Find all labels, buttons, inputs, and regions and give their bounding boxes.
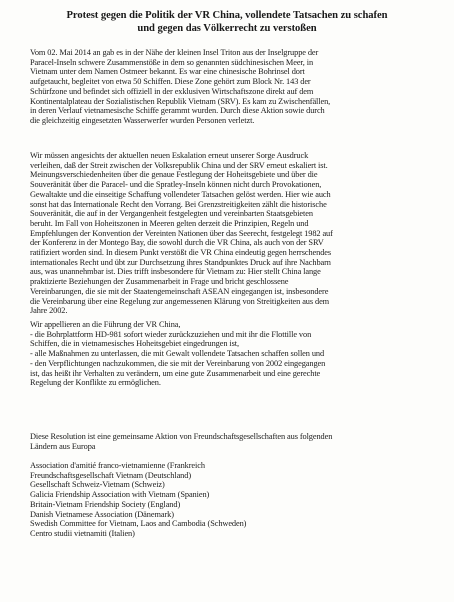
text-line: Diese Resolution ist eine gemeinsame Aktion von Freundschaftsgesellschaften aus folgenden	[30, 432, 333, 441]
text-line: Vom 02. Mai 2014 an gab es in der Nähe der kleinen Insel Triton aus der Inselgruppe der	[30, 48, 319, 57]
organization-item: Galicia Friendship Association with Vietnam (Spanien)	[30, 490, 210, 500]
text-line: in deren Verlauf vietnamesische Schiffe gerammt wurden. Durch diese Aktion sowie durch	[30, 106, 325, 116]
paragraph-concern	[30, 151, 430, 316]
text-line: Empfehlungen der Konvention der Vereinten Nationen über das Seerecht, festgelegt 1982 auf	[30, 228, 333, 238]
text-line: internationales Recht und übt zur Durchsetzung ihres Standpunktes Druck auf ihre Nachbarn	[30, 257, 331, 267]
paragraph-incident	[30, 48, 430, 126]
organization-item: Britain-Vietnam Friendship Society (England)	[30, 499, 181, 509]
text-line: verleihen, daß der Streit zwischen der Volksrepublik China und der SRV erneut eskaliert ist.	[30, 160, 328, 170]
document-title	[20, 10, 434, 35]
text-line: - den Verpflichtungen nachzukommen, die sie mit der Vereinbarung von 2002 eingegangen	[30, 358, 326, 368]
paragraph-resolution	[30, 432, 430, 451]
text-line: aufgetaucht, begleitet von etwa 50 Schiffen. Diese Zone gehört zum Block Nr. 143 der	[30, 77, 311, 87]
text-line: aus, was unannehmbar ist. Dies trifft insbesondere für Vietnam zu: Hier stellt China lange	[30, 267, 321, 277]
text-line: die gleichzeitig eingesetzten Wasserwerfer wurden Personen verletzt.	[30, 115, 255, 125]
text-line: Schiffen, die in vietnamesisches Hoheitsgebiet eingedrungen ist,	[30, 339, 239, 349]
text-line: die Vereinbarung über eine Regelung zur angemessenen Klärung von Streitigkeiten aus dem	[30, 296, 330, 306]
text-line: Wir müssen angesichts der aktuellen neuen Eskalation erneut unserer Sorge Ausdruck	[30, 151, 309, 160]
text-line: sonst hat das Internationale Recht den Vorrang. Bei Grenzstreitigkeiten zählt die historische	[30, 199, 327, 209]
text-line: Paracel-Inseln schwere Zusammenstöße in dem so genannten südchinesischen Meer, in	[30, 57, 314, 67]
organization-list	[30, 461, 430, 539]
text-line: Wir appellieren an die Führung der VR China,	[30, 320, 181, 329]
text-line: ratifiziert worden sind. In diesem Punkt verstößt die VR China eindeutig gegen herrschendes	[30, 248, 332, 258]
text-line: beruht. Im Fall von Hoheitszonen in Meeren gelten derzeit die Prinzipien, Regeln und	[30, 218, 309, 228]
text-line: Gewaltakte und die einseitige Schaffung vollendeter Tatsachen gelöst werden. Hier wie auch	[30, 189, 331, 199]
text-line: Vietnam unter dem Namen Ostmeer bekannt. Es war eine chinesische Bohrinsel dort	[30, 67, 305, 77]
text-line: ist, das heißt ihr Verhalten zu verändern, um eine gute Zusammenarbeit und eine gerechte	[30, 368, 321, 378]
text-line: Vereinbarungen, die sie mit der Staatengemeinschaft ASEAN eingegangen ist, insbesondere	[30, 286, 329, 296]
text-line: Souveränität über die Paracel- und die Spratley-Inseln können nicht durch Provokationen,	[30, 180, 322, 190]
organization-item: Swedish Committee for Vietnam, Laos and Cambodia (Schweden)	[30, 519, 247, 529]
text-line: - alle Maßnahmen zu unterlassen, die mit Gewalt vollendete Tatsachen schaffen sollen und	[30, 349, 325, 359]
text-line: - die Bohrplattform HD-981 sofort wieder zurückzuziehen und mit ihr die Flottille von	[30, 329, 312, 339]
text-line: Meinungsverschiedenheiten über die genaue Festlegung der Hoheitsgebiete und über die	[30, 170, 318, 180]
text-line: praktizierte Beziehungen der Zusammenarbeit in Frage und bricht geschlossene	[30, 277, 289, 287]
text-line: Ländern aus Europa	[30, 441, 96, 451]
organization-item: Freundschaftsgesellschaft Vietnam (Deutschland)	[30, 470, 192, 480]
paragraph-appeal	[30, 320, 430, 388]
text-line: Jahre 2002.	[30, 306, 68, 316]
title-line-1: Protest gegen die Politik der VR China, vollendete Tatsachen zu schafen	[66, 10, 388, 21]
organization-item: Centro studii vietnamiti (Italien)	[30, 528, 135, 538]
text-line: Schürfzone und befindet sich offiziell in der exklusiven Wirtschaftszone direkt auf dem	[30, 86, 314, 96]
organization-item: Danish Vietnamese Association (Dänemark)	[30, 509, 174, 519]
text-line: Kontinentalplateau der Sozialistischen Republik Vietnam (SRV). Es kam zu Zwischenfällen,	[30, 96, 331, 106]
title-line-2: und gegen das Völkerrecht zu verstoßen	[137, 22, 317, 34]
organization-item: Association d'amitié franco-vietnamienne (Frankreich	[30, 461, 205, 470]
text-line: Regelung der Konflikte zu ermöglichen.	[30, 378, 161, 388]
text-line: Souveränität, die auf in der Vergangenheit festgelegten und vereinbarten Staatsgebieten	[30, 209, 313, 219]
text-line: der Konferenz in der Montego Bay, die sowohl durch die VR China, als auch von der SRV	[30, 238, 324, 248]
organization-item: Gesellschaft Schweiz-Vietnam (Schweiz)	[30, 480, 165, 490]
